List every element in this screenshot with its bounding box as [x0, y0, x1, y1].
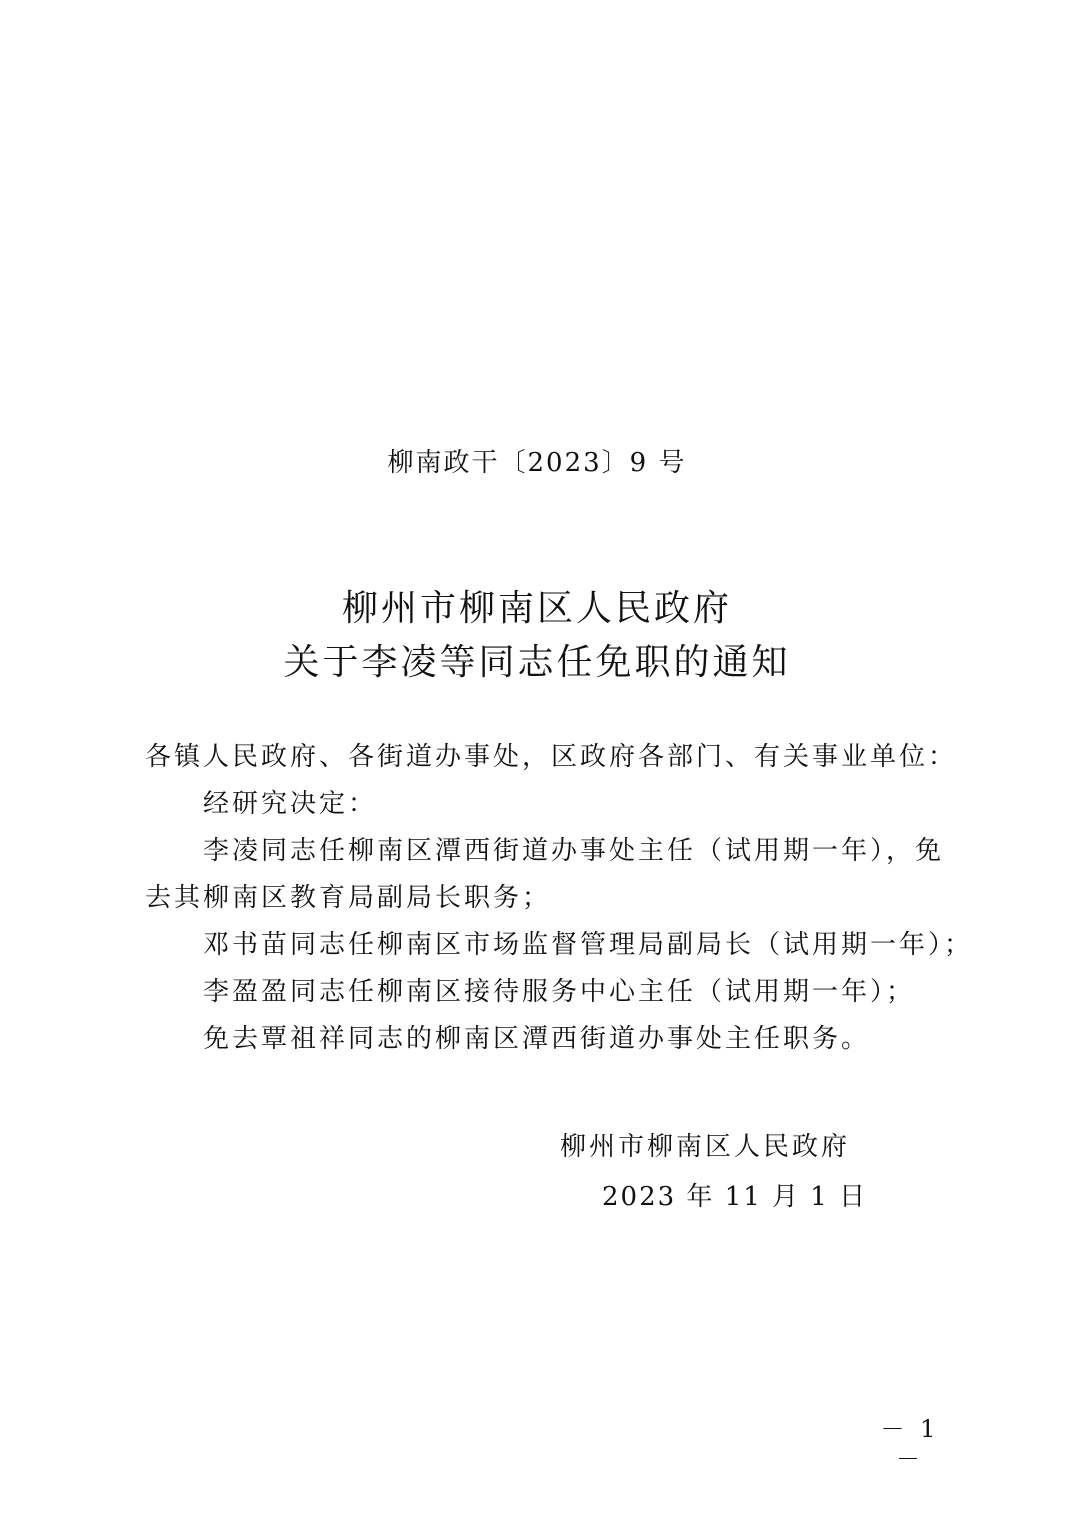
document-number: 柳南政干〔2023〕9 号: [387, 448, 687, 478]
paragraph-appointment-1-continued: 去其柳南区教育局副局长职务；: [145, 883, 552, 913]
paragraph-removal: 免去覃祖祥同志的柳南区潭西街道办事处主任职务。: [203, 1024, 871, 1054]
paragraph-decision: 经研究决定：: [203, 789, 378, 819]
paragraph-appointment-1: 李凌同志任柳南区潭西街道办事处主任（试用期一年），免: [203, 836, 945, 866]
title-line-1: 柳州市柳南区人民政府: [341, 588, 732, 629]
signature-date: 2023 年 11 月 1 日: [602, 1182, 868, 1212]
salutation: 各镇人民政府、各街道办事处，区政府各部门、有关事业单位：: [145, 742, 958, 772]
signature-organization: 柳州市柳南区人民政府: [560, 1132, 851, 1162]
paragraph-appointment-3: 李盈盈同志任柳南区接待服务中心主任（试用期一年）；: [203, 977, 916, 1007]
page-number: － 1 －: [880, 1415, 940, 1473]
title-line-2: 关于李凌等同志任免职的通知: [283, 642, 791, 683]
document-title: [0, 582, 1074, 690]
paragraph-appointment-2: 邓书苗同志任柳南区市场监督管理局副局长（试用期一年）；: [203, 930, 974, 960]
signature-block: [560, 1122, 868, 1222]
document-body: [145, 734, 974, 1063]
